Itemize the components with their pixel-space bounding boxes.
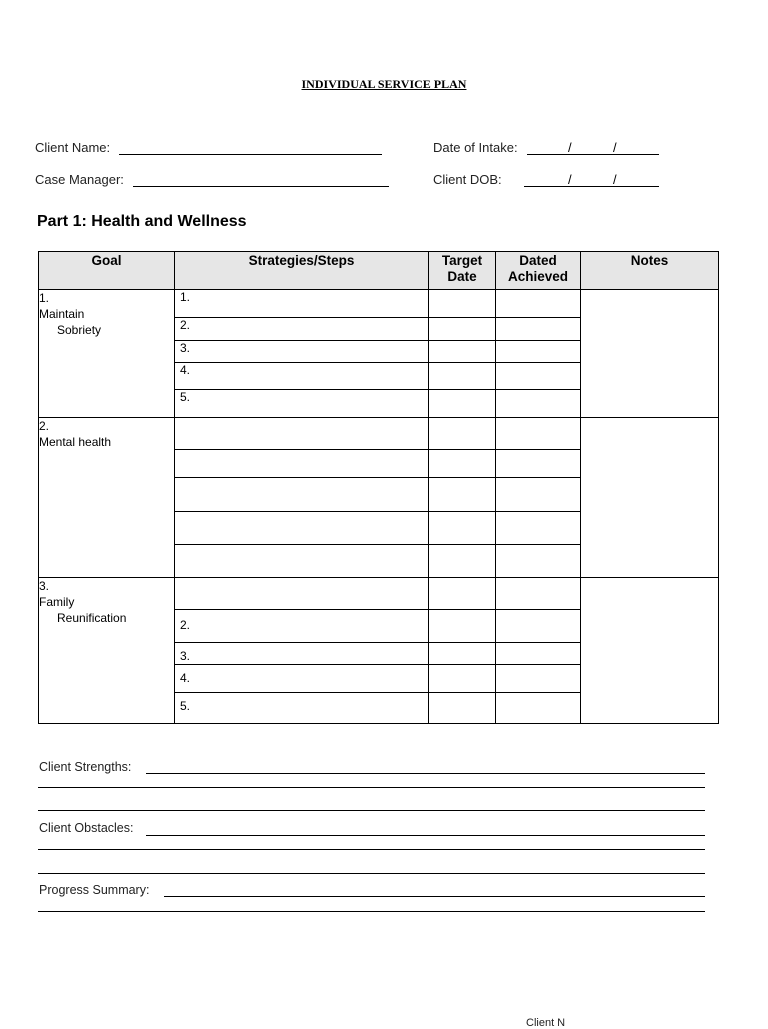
goal-cell: 2. Mental health [39,418,175,578]
target-date-cell[interactable] [429,318,496,341]
table-header-row [39,252,719,290]
client-obstacles-line[interactable] [38,849,705,850]
strategy-step-cell[interactable]: 4. [175,665,429,693]
client-name-label: Client Name: [35,140,111,155]
notes-cell[interactable] [581,290,719,418]
strategy-step-cell[interactable] [175,545,429,578]
target-date-cell[interactable] [429,545,496,578]
goal-cell: 3. Family Reunification [39,578,175,724]
dated-achieved-cell[interactable] [496,578,581,610]
strategy-step-cell[interactable]: 1. [175,290,429,318]
client-strengths-line[interactable] [38,810,705,811]
table-row [39,290,719,318]
date-separator: / [568,140,572,155]
date-separator: / [613,172,617,187]
target-date-cell[interactable] [429,478,496,512]
strategy-step-cell[interactable]: 4. [175,363,429,390]
dated-achieved-cell[interactable] [496,418,581,450]
progress-summary-field[interactable] [164,896,705,897]
strategy-step-cell[interactable] [175,450,429,478]
client-strengths-label: Client Strengths: [39,760,132,774]
target-date-cell[interactable] [429,450,496,478]
dated-achieved-cell[interactable] [496,450,581,478]
strategy-step-cell[interactable] [175,418,429,450]
client-obstacles-label: Client Obstacles: [39,821,134,835]
progress-summary-label: Progress Summary: [39,883,150,897]
strategies-column-header: Strategies/Steps [175,252,429,290]
target-date-cell[interactable] [429,693,496,724]
date-of-intake-label: Date of Intake: [433,140,518,155]
target-date-cell[interactable] [429,610,496,643]
target-date-cell[interactable] [429,512,496,545]
target-date-cell[interactable] [429,643,496,665]
client-name-field[interactable] [119,154,382,155]
notes-cell[interactable] [581,418,719,578]
dated-achieved-cell[interactable] [496,665,581,693]
target-date-cell[interactable] [429,578,496,610]
case-manager-label: Case Manager: [35,172,124,187]
dated-achieved-cell[interactable] [496,341,581,363]
dated-achieved-column-header: Dated Achieved [496,252,581,290]
dated-achieved-cell[interactable] [496,512,581,545]
table-row [39,578,719,610]
table-row [39,418,719,450]
strategy-step-cell[interactable] [175,478,429,512]
part1-heading: Part 1: Health and Wellness [37,213,247,230]
client-strengths-field[interactable] [146,773,705,774]
document-title: INDIVIDUAL SERVICE PLAN [301,77,467,91]
client-strengths-line[interactable] [38,787,705,788]
dated-achieved-cell[interactable] [496,290,581,318]
dated-achieved-cell[interactable] [496,643,581,665]
strategy-step-cell[interactable] [175,578,429,610]
client-obstacles-field[interactable] [146,835,705,836]
dated-achieved-cell[interactable] [496,545,581,578]
date-of-intake-field[interactable] [527,154,659,155]
client-obstacles-line[interactable] [38,873,705,874]
dated-achieved-cell[interactable] [496,390,581,418]
dated-achieved-cell[interactable] [496,610,581,643]
strategy-step-cell[interactable]: 3. [175,643,429,665]
strategy-step-cell[interactable]: 3. [175,341,429,363]
date-separator: / [613,140,617,155]
strategy-step-cell[interactable]: 2. [175,610,429,643]
strategy-step-cell[interactable]: 5. [175,390,429,418]
goal-column-header: Goal [39,252,175,290]
client-dob-label: Client DOB: [433,172,502,187]
target-date-cell[interactable] [429,290,496,318]
target-date-cell[interactable] [429,363,496,390]
dated-achieved-cell[interactable] [496,693,581,724]
target-date-cell[interactable] [429,418,496,450]
target-date-column-header: Target Date [429,252,496,290]
notes-column-header: Notes [581,252,719,290]
notes-cell[interactable] [581,578,719,724]
strategy-step-cell[interactable]: 5. [175,693,429,724]
dated-achieved-cell[interactable] [496,478,581,512]
footer-client-name-fragment: Client N [526,1017,566,1029]
target-date-cell[interactable] [429,341,496,363]
case-manager-field[interactable] [133,186,389,187]
target-date-cell[interactable] [429,665,496,693]
client-dob-field[interactable] [524,186,659,187]
progress-summary-line[interactable] [38,911,705,912]
goal-cell: 1. Maintain Sobriety [39,290,175,418]
date-separator: / [568,172,572,187]
dated-achieved-cell[interactable] [496,363,581,390]
dated-achieved-cell[interactable] [496,318,581,341]
strategy-step-cell[interactable]: 2. [175,318,429,341]
strategy-step-cell[interactable] [175,512,429,545]
service-plan-table [38,251,719,724]
target-date-cell[interactable] [429,390,496,418]
